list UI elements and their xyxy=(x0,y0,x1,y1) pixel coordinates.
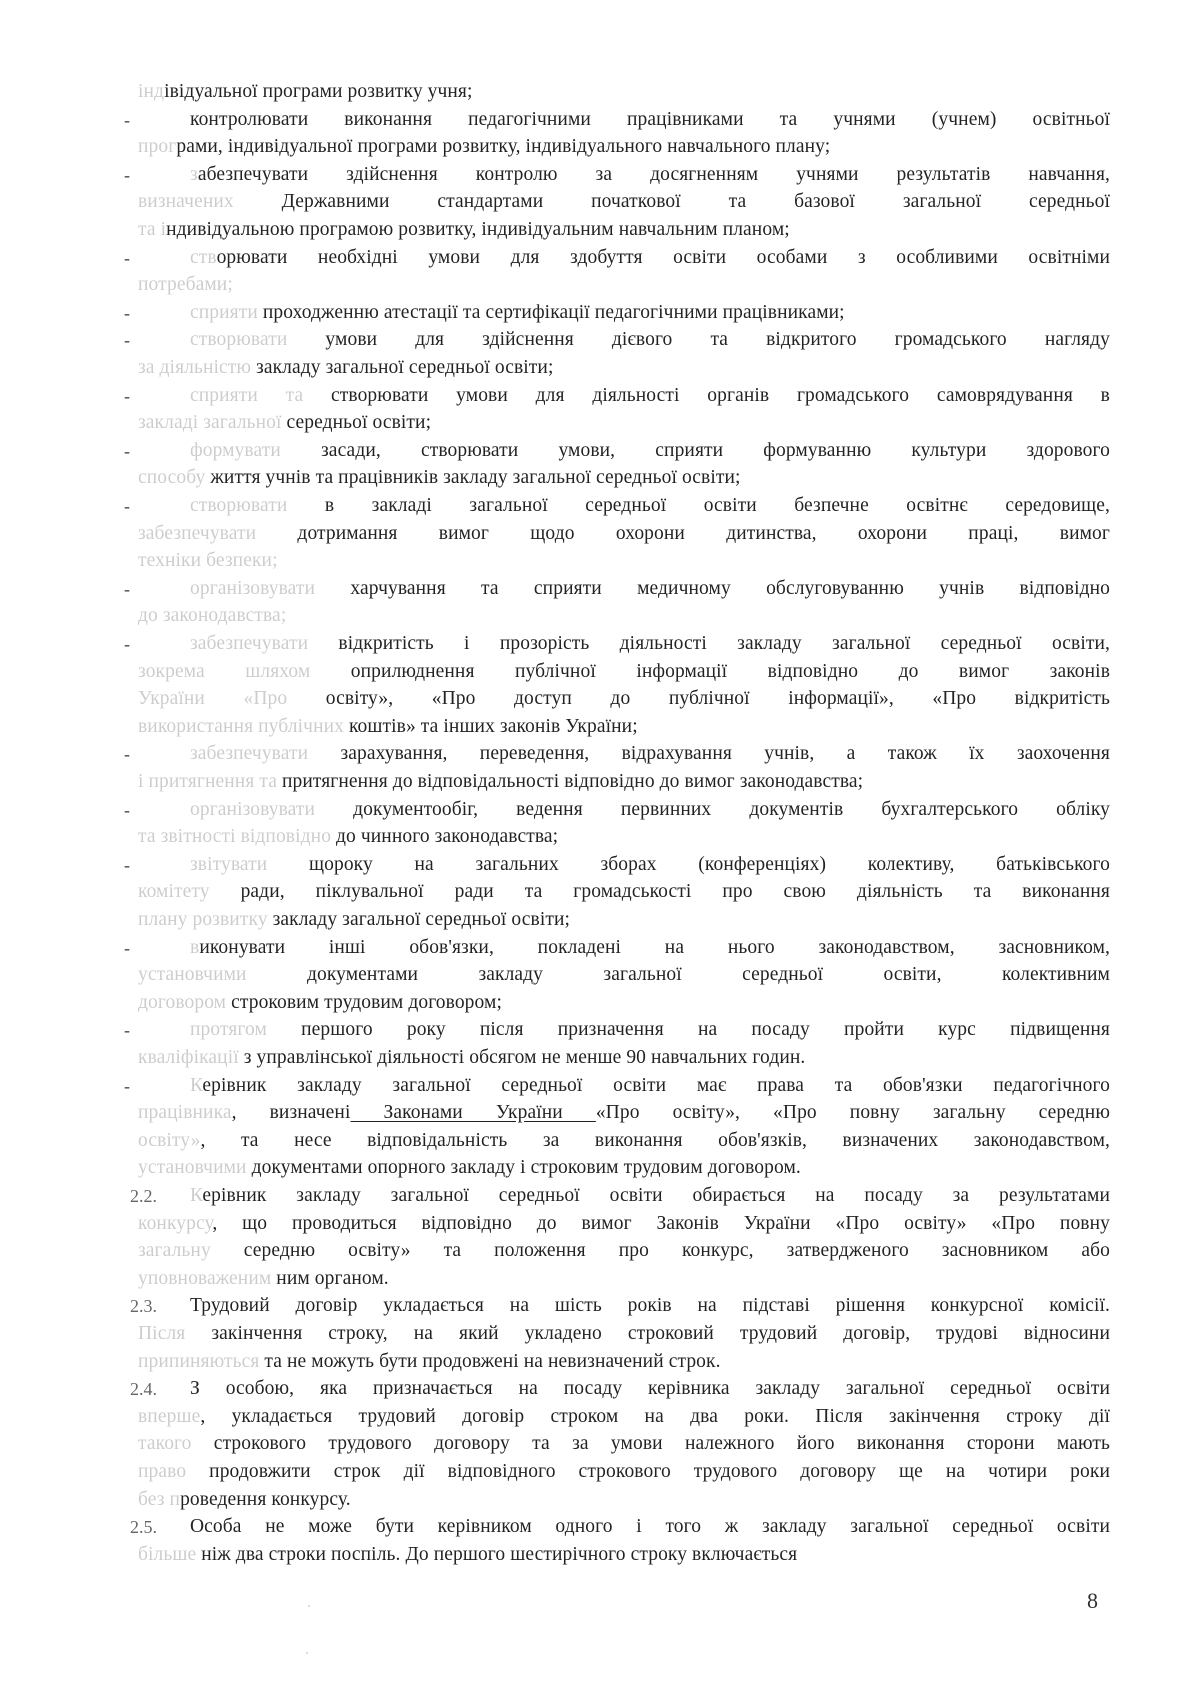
text-line xyxy=(138,1322,1110,1346)
list-bullet: - xyxy=(124,579,130,599)
text-line xyxy=(138,1350,1110,1374)
text-line xyxy=(190,328,1110,352)
list-bullet: - xyxy=(124,248,130,268)
line-text: умови для здійснення дієвого та відкритого громадського нагляду xyxy=(287,329,1110,350)
line-text: притягнення до відповідальності відповідно до вимог законодавства; xyxy=(276,771,864,792)
text-line xyxy=(138,715,1110,739)
faded-text: освіту» xyxy=(138,1130,201,1151)
line-text: івідуальної програми розвитку учня; xyxy=(164,81,473,102)
text-line xyxy=(138,218,1110,242)
clause-number: 2.2. xyxy=(130,1186,157,1206)
list-bullet: - xyxy=(124,165,130,185)
faded-text: способу xyxy=(138,467,206,488)
line-text: Трудовий договір укладається на шість років на підставі рішення конкурсної комісії. xyxy=(190,1295,1110,1316)
faded-text: загальну xyxy=(138,1240,211,1261)
text-line xyxy=(138,660,1110,684)
line-text: продовжити строк дії відповідного строкового трудового договору ще на чотири роки xyxy=(186,1461,1110,1482)
text-line xyxy=(190,301,1110,325)
faded-text: в xyxy=(190,937,200,958)
text-line xyxy=(138,770,1110,794)
text-line xyxy=(138,687,1110,711)
faded-text: за діяльністю xyxy=(138,357,252,378)
text-line xyxy=(138,1488,1110,1512)
text-line xyxy=(138,991,1110,1015)
text-line xyxy=(138,963,1110,987)
scan-speck xyxy=(306,1652,308,1654)
faded-text: припиняються xyxy=(138,1351,260,1372)
line-text: , та несе відповідальність за виконання обов'язків, визначених законодавством, xyxy=(200,1130,1110,1151)
clause-number: 2.3. xyxy=(130,1296,157,1316)
text-line xyxy=(138,1460,1110,1484)
faded-text: зокрема шляхом xyxy=(138,661,311,682)
text-line xyxy=(190,632,1110,656)
line-text: ерівник закладу загальної середньої освіти має права та обов'язки педагогічного xyxy=(202,1075,1110,1096)
faded-text: конкурсу xyxy=(138,1213,213,1234)
line-text: иконувати інші обов'язки, покладені на нього законодавством, засновником, xyxy=(199,937,1110,958)
line-text: , що проводиться відповідно до вимог Законів України «Про освіту» «Про повну xyxy=(212,1213,1110,1234)
text-line xyxy=(190,494,1110,518)
text-line xyxy=(138,1267,1110,1291)
text-line xyxy=(190,1184,1110,1208)
faded-text: звітувати xyxy=(190,854,268,875)
line-text: строковим трудовим договором; xyxy=(226,992,502,1013)
line-text: середньої освіти; xyxy=(281,412,432,433)
line-text: документами опорного закладу і строковим трудовим договором. xyxy=(246,1157,801,1178)
line-text: документами закладу загальної середньої освіти, колективним xyxy=(246,964,1110,985)
text-line xyxy=(190,853,1110,877)
faded-text: використання публічних xyxy=(138,716,344,737)
line-text: з управлінської діяльності обсягом не менше 90 навчальних годин. xyxy=(238,1047,806,1068)
faded-text: працівника xyxy=(138,1102,232,1123)
line-text: зарахування, переведення, відрахування учнів, а також їх заохочення xyxy=(308,743,1110,764)
line-text: закінчення строку, на який укладено строковий трудовий договір, трудові відносини xyxy=(185,1323,1110,1344)
line-text: ндивідуальною програмою розвитку, індивідуальним навчальним планом; xyxy=(166,219,790,240)
text-line xyxy=(190,439,1110,463)
list-bullet: - xyxy=(124,330,130,350)
faded-text: установчими xyxy=(138,1157,247,1178)
text-line xyxy=(190,1377,1110,1401)
list-bullet: - xyxy=(124,1020,130,1040)
list-bullet: - xyxy=(124,110,130,130)
text-line xyxy=(190,577,1110,601)
faded-text: договором xyxy=(138,992,227,1013)
text-line xyxy=(190,246,1110,270)
line-text: відкритість і прозорість діяльності закладу загальної середньої освіти, xyxy=(308,633,1110,654)
faded-text: та звітності відповідно xyxy=(138,826,332,847)
text-line xyxy=(138,604,1110,628)
line-text: середню освіту» та положення про конкурс, затвердженого засновником або xyxy=(210,1240,1110,1261)
faded-text: ств xyxy=(190,247,217,268)
line-text: засади, створювати умови, сприяти формуванню культури здорового xyxy=(280,440,1110,461)
line-text-rest: «Про освіту», «Про повну загальну середню xyxy=(595,1102,1110,1123)
faded-text: більше xyxy=(138,1544,197,1565)
line-text: документообіг, ведення первинних документів бухгалтерського обліку xyxy=(315,799,1110,820)
line-text: освіту», «Про доступ до публічної інформації», «Про відкритість xyxy=(287,688,1110,709)
text-line xyxy=(138,908,1110,932)
text-line xyxy=(138,135,1110,159)
line-text: рами, індивідуальної програми розвитку, індивідуального навчального плану; xyxy=(176,136,831,157)
line-text: , визначені xyxy=(231,1102,351,1123)
text-line xyxy=(190,798,1110,822)
line-text: проходженню атестації та сертифікації педагогічними працівниками; xyxy=(257,302,845,323)
text-line xyxy=(138,356,1110,380)
list-bullet: - xyxy=(124,938,130,958)
faded-text: створювати xyxy=(190,329,288,350)
scan-speck xyxy=(308,1605,310,1607)
text-line xyxy=(138,1212,1110,1236)
text-line xyxy=(190,1515,1110,1539)
text-line xyxy=(190,1018,1110,1042)
line-text: роведення конкурсу. xyxy=(180,1489,351,1510)
line-text: створювати умови для діяльності органів громадського самоврядування в xyxy=(303,385,1110,406)
faded-text: інд xyxy=(138,81,165,102)
list-bullet: - xyxy=(124,496,130,516)
faded-text: потребами; xyxy=(138,274,233,295)
line-text: контролювати виконання педагогічними працівниками та учнями (учнем) освітньої xyxy=(190,109,1110,130)
list-bullet: - xyxy=(124,441,130,461)
line-text: першого року після призначення на посаду пройти курс підвищення xyxy=(266,1019,1110,1040)
text-line xyxy=(138,80,1110,104)
faded-text: установчими xyxy=(138,964,247,985)
faded-text: комітету xyxy=(138,881,210,902)
text-line xyxy=(138,466,1110,490)
list-bullet: - xyxy=(124,303,130,323)
faded-text: до законодавства; xyxy=(138,605,287,626)
line-text: коштів» та інших законів України; xyxy=(344,716,638,737)
faded-text: техніки безпеки; xyxy=(138,550,278,571)
faded-text: організовувати xyxy=(190,799,316,820)
line-text: закладу загальної середньої освіти; xyxy=(251,357,554,378)
line-text: дотримання вимог щодо охорони дитинства, охорони праці, вимог xyxy=(256,523,1110,544)
faded-text: К xyxy=(190,1185,203,1206)
list-bullet: - xyxy=(124,634,130,654)
text-line xyxy=(190,936,1110,960)
line-text: ерівник закладу загальної середньої освіти обирається на посаду за результатами xyxy=(202,1185,1110,1206)
text-line xyxy=(138,273,1110,297)
faded-text: плану розвитку xyxy=(138,909,268,930)
faded-text: без п xyxy=(138,1489,181,1510)
text-line xyxy=(138,1046,1110,1070)
list-bullet: - xyxy=(124,1076,130,1096)
line-text: закладу загальної середньої освіти; xyxy=(267,909,571,930)
faded-text: сприяти та xyxy=(190,385,304,406)
text-line xyxy=(138,549,1110,573)
faded-text: України «Про xyxy=(138,688,288,709)
text-line xyxy=(190,742,1110,766)
faded-text: з xyxy=(190,164,198,185)
text-line xyxy=(138,1101,1110,1125)
text-line xyxy=(138,1239,1110,1263)
line-text: строкового трудового договору та за умови належного його виконання сторони мають xyxy=(191,1433,1110,1454)
text-line xyxy=(190,1294,1110,1318)
faded-text: сприяти xyxy=(190,302,258,323)
text-line xyxy=(138,1543,1110,1567)
faded-text: К xyxy=(190,1075,203,1096)
faded-text: уповноваженим xyxy=(138,1268,272,1289)
line-text: Особа не може бути керівником одного і того ж закладу загальної середньої освіти xyxy=(190,1516,1110,1537)
faded-text: забезпечувати xyxy=(190,633,309,654)
line-text: орювати необхідні умови для здобуття освіти особами з особливими освітніми xyxy=(216,247,1110,268)
line-text: харчування та сприяти медичному обслуговуванню учнів відповідно xyxy=(315,578,1110,599)
list-bullet: - xyxy=(124,855,130,875)
faded-text: забезпечувати xyxy=(138,523,257,544)
line-text: абезпечувати здійснення контролю за досягненням учнями результатів навчання, xyxy=(197,164,1110,185)
list-bullet: - xyxy=(124,800,130,820)
faded-text: Після xyxy=(138,1323,186,1344)
text-line xyxy=(190,1074,1110,1098)
line-text: до чинного законодавства; xyxy=(331,826,559,847)
faded-text: кваліфікації xyxy=(138,1047,239,1068)
text-line xyxy=(138,1432,1110,1456)
faded-text: такого xyxy=(138,1433,192,1454)
faded-text: та і xyxy=(138,219,167,240)
faded-text: протягом xyxy=(190,1019,267,1040)
line-text: ніж два строки поспіль. До першого шестирічного строку включається xyxy=(196,1544,798,1565)
text-line xyxy=(138,1405,1110,1429)
line-text: та не можуть бути продовжені на невизначений строк. xyxy=(259,1351,721,1372)
faded-text: забезпечувати xyxy=(190,743,309,764)
line-text: життя учнів та працівників закладу загальної середньої освіти; xyxy=(205,467,741,488)
list-bullet: - xyxy=(124,386,130,406)
line-text: , укладається трудовий договір строком на два роки. Після закінчення строку дії xyxy=(200,1406,1110,1427)
text-line xyxy=(190,384,1110,408)
text-line xyxy=(138,1129,1110,1153)
text-line xyxy=(138,880,1110,904)
line-text: в закладі загальної середньої освіти безпечне освітнє середовище, xyxy=(287,495,1110,516)
line-text: щороку на загальних зборах (конференціях) колективу, батьківського xyxy=(267,854,1110,875)
text-line xyxy=(138,190,1110,214)
text-line xyxy=(190,163,1110,187)
text-line xyxy=(138,411,1110,435)
faded-text: визначених xyxy=(138,191,234,212)
faded-text: формувати xyxy=(190,440,281,461)
laws-link[interactable]: Законами України xyxy=(350,1102,596,1123)
faded-text: закладі загальної xyxy=(138,412,282,433)
faded-text: вперше xyxy=(138,1406,201,1427)
list-bullet: - xyxy=(124,744,130,764)
clause-number: 2.5. xyxy=(130,1517,157,1537)
line-text: З особою, яка призначається на посаду керівника закладу загальної середньої освіти xyxy=(190,1378,1110,1399)
faded-text: і притягнення та xyxy=(138,771,277,792)
line-text: ним органом. xyxy=(271,1268,389,1289)
faded-text: право xyxy=(138,1461,187,1482)
line-text: Державними стандартами початкової та базової загальної середньої xyxy=(233,191,1110,212)
faded-text: створювати xyxy=(190,495,288,516)
faded-text: прог xyxy=(138,136,177,157)
line-text: оприлюднення публічної інформації відповідно до вимог законів xyxy=(310,661,1111,682)
faded-text: організовувати xyxy=(190,578,316,599)
line-text: ради, піклувальної ради та громадськості про свою діяльність та виконання xyxy=(209,881,1110,902)
text-line xyxy=(138,825,1110,849)
text-line xyxy=(190,108,1110,132)
clause-number: 2.4. xyxy=(130,1379,157,1399)
page-number: 8 xyxy=(1087,1588,1098,1613)
text-line xyxy=(138,1156,1110,1180)
text-line xyxy=(138,522,1110,546)
